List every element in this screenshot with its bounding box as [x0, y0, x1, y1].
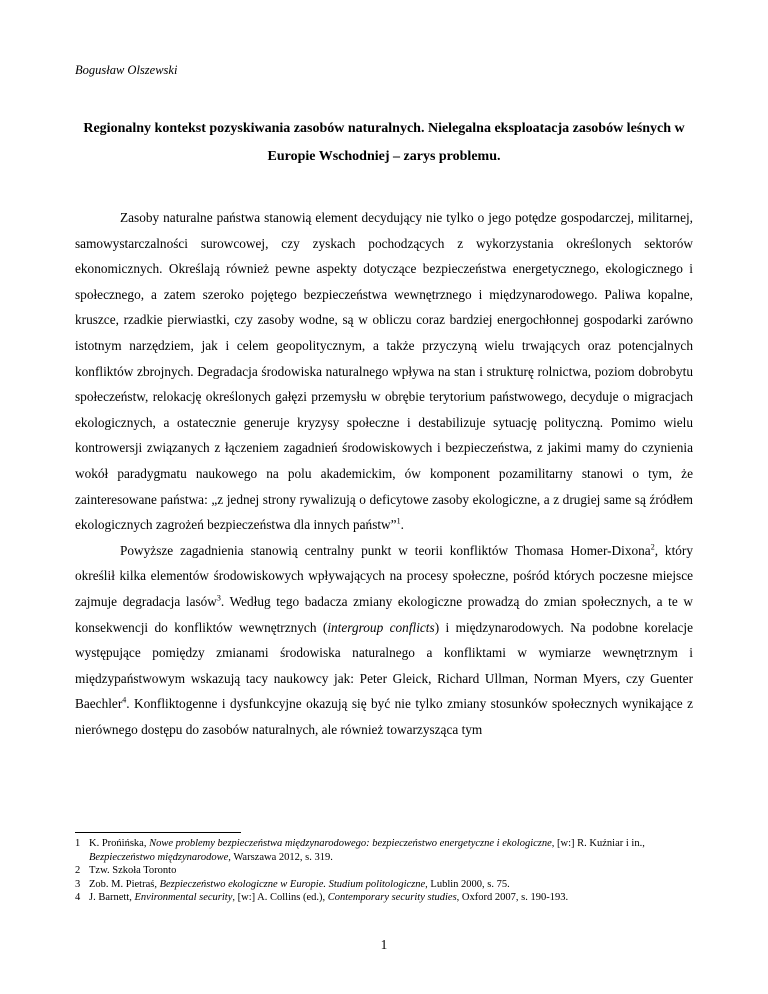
- footnote-italic: Nowe problemy bezpieczeństwa międzynarodowego: bezpieczeństwo energetyczne i ekologiczne: [149, 838, 552, 849]
- footnote-ref-2: 2: [650, 542, 655, 552]
- paragraph-1-text: Zasoby naturalne państwa stanowią element decydujący nie tylko o jego potędze gospodarczej, militarnej, samowystarczalności surowcowej, czy zyskach pochodzących z wykorzystania określonych sektorów ekonomicznych. Określają również pewne aspekty dotyczące bezpieczeństwa energetycznego, ekologicznego i społecznego, a zatem szeroko pojętego bezpieczeństwa wewnętrznego i międzynarodowego. Paliwa kopalne, kruszce, rzadkie pierwiastki, czy zasoby wodne, są w obliczu coraz bardziej energochłonnej gospodarki zarówno istotnym narzędziem, jak i celem geopolitycznym, a także przyczyną wielu trwających oraz potencjalnych konfliktów zbrojnych. Degradacja środowiska naturalnego wpływa na stan i strukturę rolnictwa, poziom dobrobytu społeczeństw, relokację określonych gałęzi przemysłu w obrębie terytorium państwowego, decyduje o migracjach ekologicznych, a ostatecznie generuje kryzysy społeczne i destabilizuje sytuację polityczną. Pomimo wielu kontrowersji związanych z łączeniem zagadnień środowiskowych i bezpieczeństwa, z jakimi mamy do czynienia wokół paradygmatu naukowego na polu akademickim, ów komponent pozamilitarny stanowi o tym, że zainteresowane państwa: „z jednej strony rywalizują o deficytowe zasoby ekologiczne, a z drugiej same są źródłem ekologicznych zagrożeń bezpieczeństwa dla innych państw”: [75, 210, 693, 533]
- footnote-text-part: , Oxford 2007, s. 190-193.: [456, 892, 569, 903]
- footnote-text-part: , Warszawa 2012, s. 319.: [228, 851, 333, 863]
- footnote-text-part: J. Barnett,: [89, 892, 135, 903]
- footnote-text-part: Zob. M. Pietraś,: [89, 878, 160, 890]
- footnote-italic: Bezpieczeństwo ekologiczne w Europie. Studium politologiczne: [159, 878, 426, 890]
- paragraph-1-end: .: [400, 517, 404, 533]
- paragraph-2-text-b: , który określił kilka elementów środowiskowych wpływających na procesy społeczne, pośród których poczesne miejsce zajmuje degradacja lasów: [75, 542, 693, 609]
- footnote-number: 4: [75, 892, 81, 903]
- footnote-text-part: K. Prońińska,: [89, 838, 150, 849]
- footnote-text-part: Tzw. Szkoła Toronto: [89, 865, 177, 876]
- footnote-italic: Environmental security: [134, 892, 233, 903]
- paragraph-2-text-e: . Konfliktogenne i dysfunkcyjne okazują się być nie tylko zmiany stosunków społecznych wynikające z nierównego dostępu do zasobów naturalnych, ale również towarzysząca tym: [75, 696, 693, 737]
- footnote: [75, 891, 700, 905]
- paragraph-2-text-a: Powyższe zagadnienia stanowią centralny punkt w teorii konfliktów Thomasa Homer-Dixona: [120, 542, 651, 558]
- paragraph-2: [75, 538, 693, 743]
- author-name: Bogusław Olszewski: [75, 63, 178, 77]
- footnote-ref-1: 1: [396, 516, 401, 526]
- footnote-text-part: , Lublin 2000, s. 75.: [425, 878, 510, 890]
- footnote-number: 1: [75, 838, 81, 849]
- footnote: [75, 837, 700, 864]
- footnote-separator: [75, 832, 241, 833]
- paragraph-1: [75, 205, 693, 538]
- footnote-italic: Contemporary security studies: [327, 892, 457, 903]
- footnote-number: 2: [75, 865, 81, 876]
- footnote-text: [89, 891, 700, 905]
- page-number: 1: [380, 937, 388, 952]
- footnote-text-part: , [w:] A. Collins (ed.),: [232, 892, 328, 903]
- footnote-ref-3: 3: [216, 593, 221, 603]
- footnote-ref-4: 4: [122, 695, 127, 705]
- paragraph-2-text-c: . Według tego badacza zmiany ekologiczne prowadzą do zmian społecznych, a te w konsekwencji do konfliktów wewnętrznych (: [75, 593, 693, 635]
- footnote: [75, 864, 700, 878]
- footnote-text-part: , [w:] R. Kuźniar i in.,: [551, 838, 645, 849]
- body-text: [75, 205, 693, 742]
- footnote-text: [89, 878, 700, 892]
- paragraph-2-italic: intergroup conflicts: [327, 619, 435, 635]
- document-title: Regionalny kontekst pozyskiwania zasobów naturalnych. Nielegalna eksploatacja zasobów leśnych w Europie Wschodniej – zarys problemu.: [83, 121, 685, 164]
- footnote-text: [89, 864, 700, 878]
- footnote-italic: Bezpieczeństwo międzynarodowe: [89, 851, 229, 863]
- footnote-text: [89, 837, 700, 864]
- footnote: [75, 878, 700, 892]
- footnotes: [75, 837, 700, 905]
- footnote-number: 3: [75, 878, 81, 890]
- paragraph-2-text-d: ) i międzynarodowych. Na podobne korelacje występujące pomiędzy zmianami środowiska naturalnego a konfliktami w wymiarze wewnętrznym i międzypaństwowym wskazują tacy naukowcy jak: Peter Gleick, Richard Ullman, Norman Myers, czy Guenter Baechler: [75, 619, 694, 712]
